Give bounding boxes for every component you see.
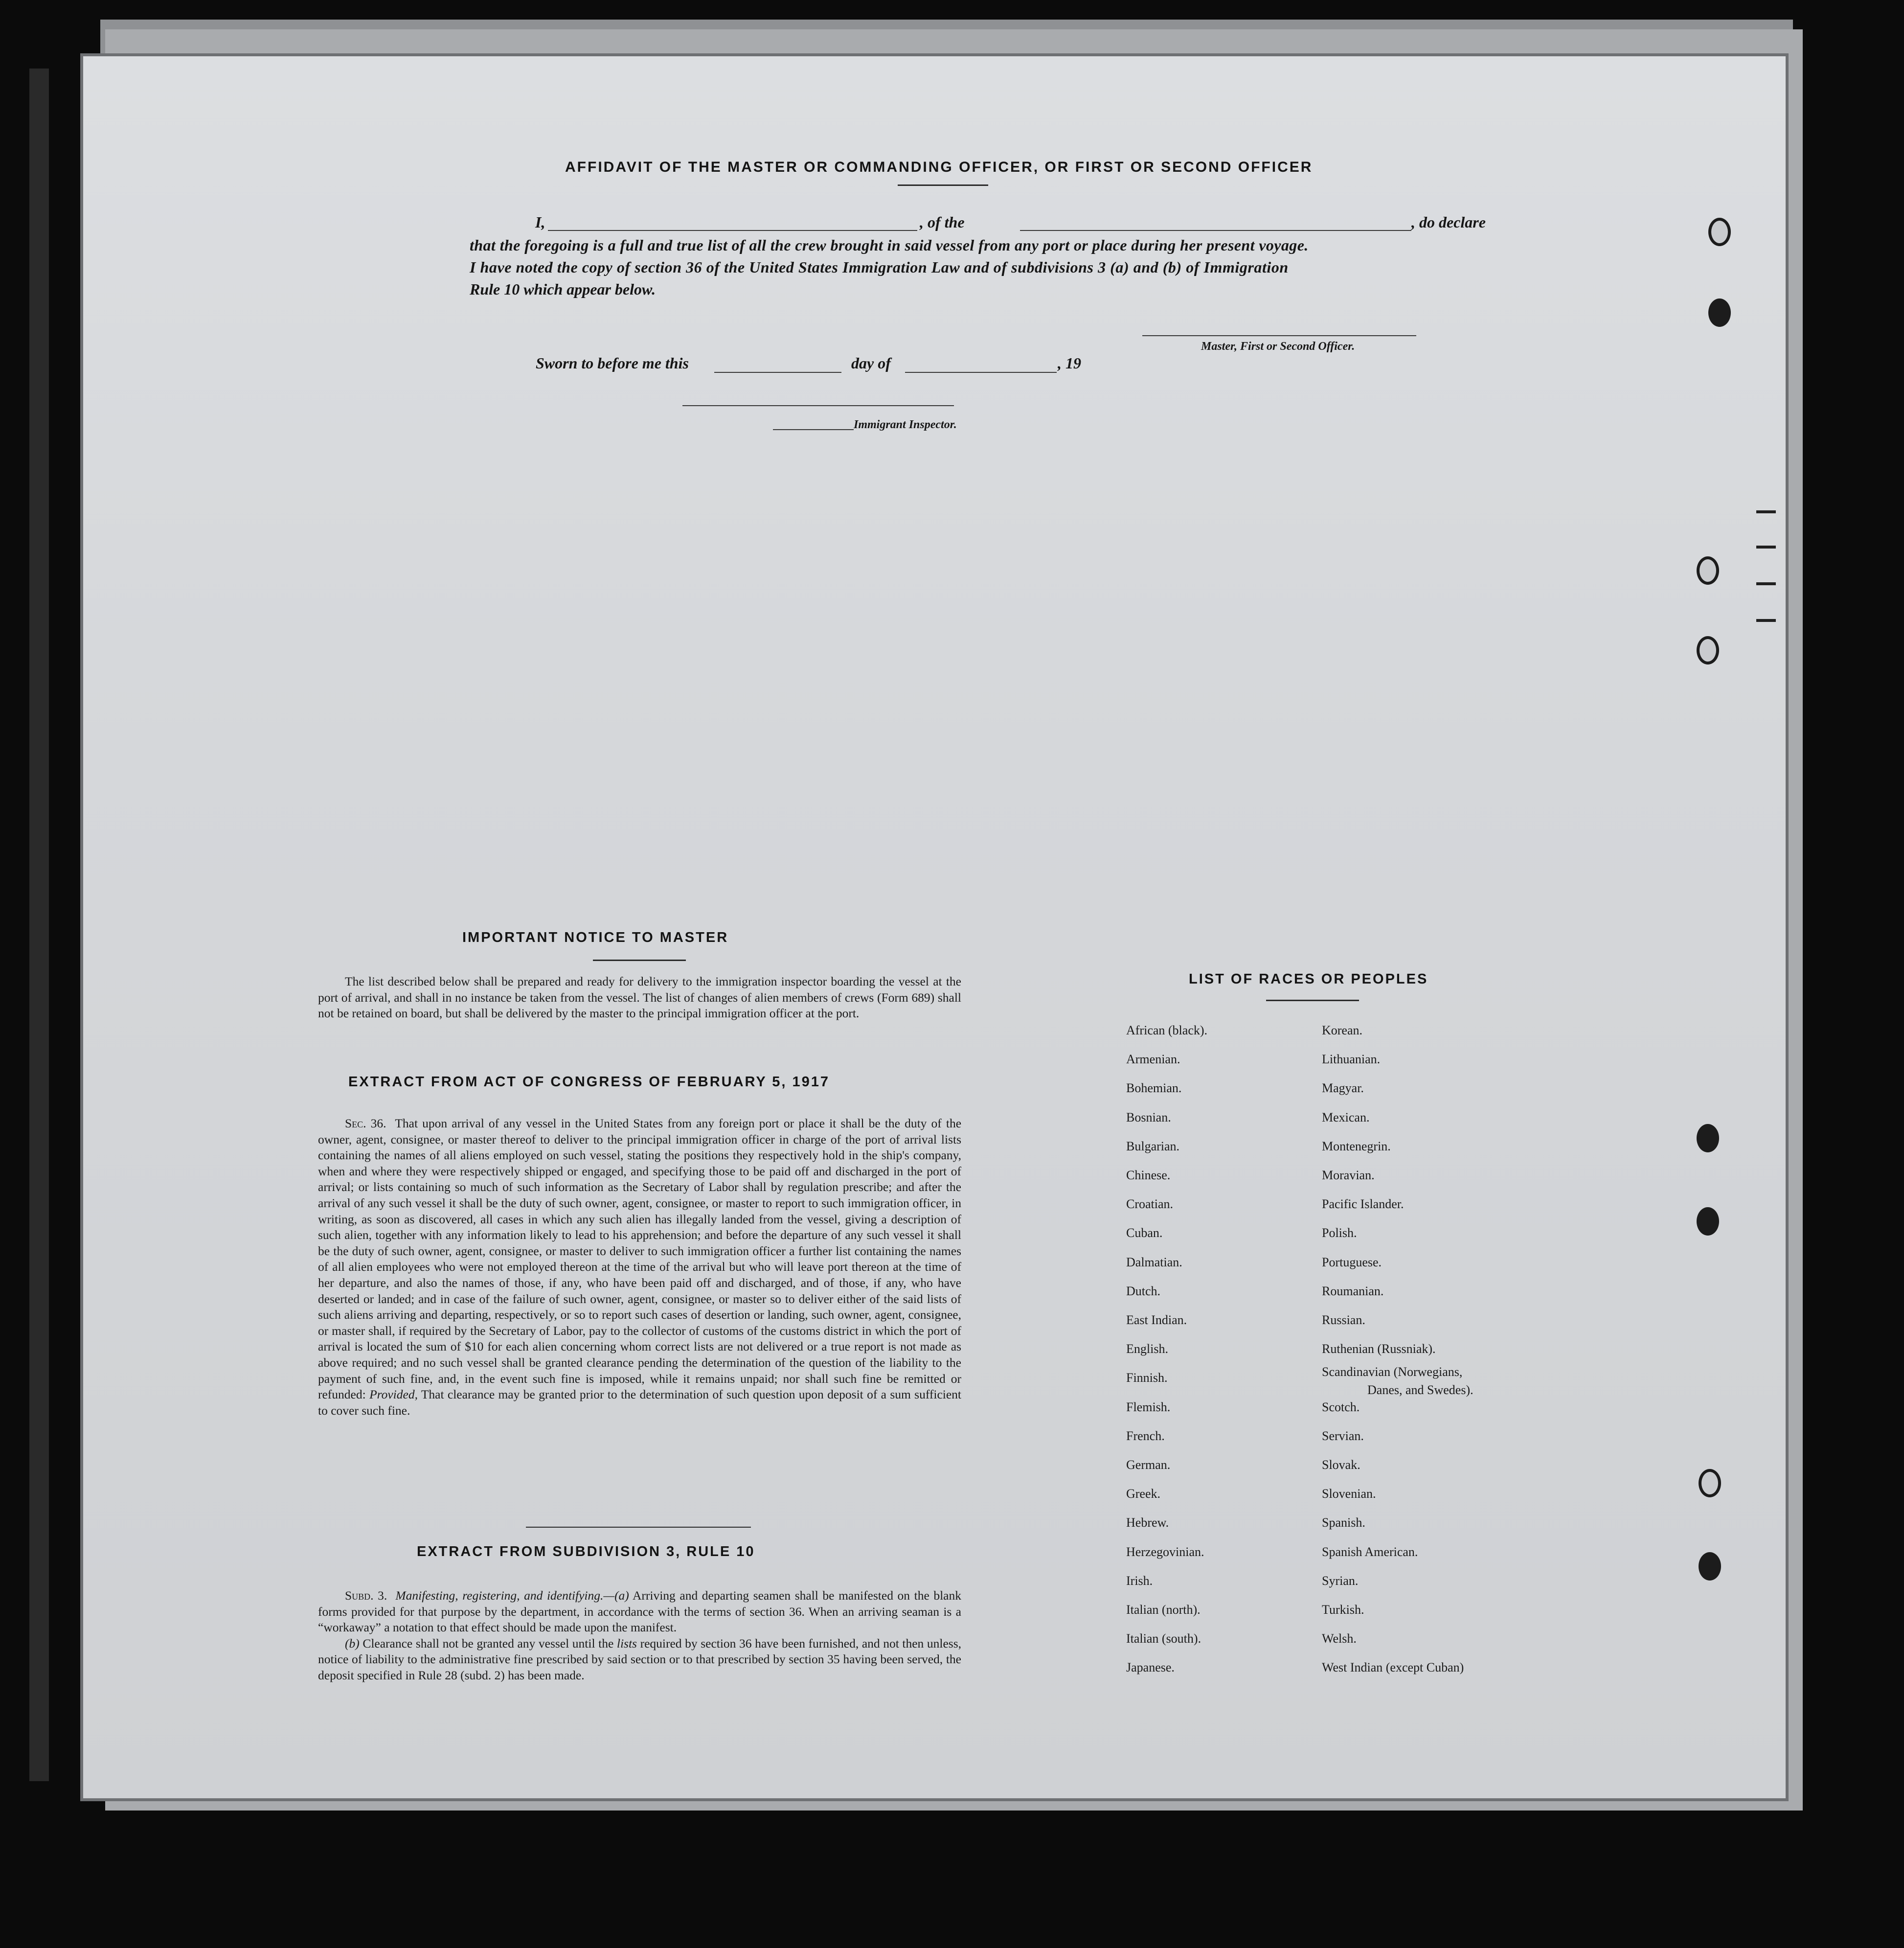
rule-b-text-2: required by section 36 have been furnished, and not then unless, notice of liability to the administrative fine prescribed by said section or to that prescribed by section 35 having been served, the deposit specified in Rule 28 (subd. 2) has been made. <box>318 1636 962 1682</box>
rule-text <box>318 1588 961 1684</box>
race-item: Pacific Islander. <box>1322 1197 1404 1212</box>
year-text: , 19 <box>1058 354 1081 372</box>
rule-b-lists: lists <box>616 1636 637 1650</box>
officer-label: Master, First or Second Officer. <box>1201 340 1355 353</box>
race-item: Scandinavian (Norwegians, <box>1322 1365 1463 1379</box>
notice-rule <box>593 960 686 961</box>
document-page <box>83 56 1786 1798</box>
race-item: Polish. <box>1322 1226 1357 1240</box>
act-body-end: That clearance may be granted prior to the determination of such question upon deposit of a sum sufficient to cover such fine. <box>318 1387 961 1418</box>
race-item: Ruthenian (Russniak). <box>1322 1342 1436 1356</box>
races-title: LIST OF RACES OR PEOPLES <box>1189 971 1428 987</box>
sworn-day-blank <box>714 372 841 373</box>
title-rule <box>898 184 988 186</box>
rule-b-text-1: Clearance shall not be granted any vessel until the <box>363 1636 614 1650</box>
race-item: Herzegovinian. <box>1126 1544 1204 1559</box>
race-item: Croatian. <box>1126 1197 1174 1212</box>
punch-hole <box>1697 556 1719 585</box>
scanner-background-streak <box>29 69 49 1781</box>
rule-a-text: Arriving and departing seamen shall be manifested on the blank forms provided for that purpose by the department, in accordance with the terms of section 36. When an arriving seaman is a “workaway” a notation to that effect should be made upon the manifest. <box>318 1588 961 1635</box>
notice-text: The list described below shall be prepared and ready for delivery to the immigration inspector boarding the vessel at the port of arrival, and shall in no instance be taken from the vessel. The list of changes of alien members of crews (Form 689) shall not be retained on board, but shall be delivered by the master to the principal immigration officer at the port. <box>318 974 961 1021</box>
act-text <box>318 1116 961 1419</box>
race-item: Lithuanian. <box>1322 1052 1381 1067</box>
race-item: Spanish. <box>1322 1515 1365 1530</box>
race-item: West Indian (except Cuban) <box>1322 1660 1464 1675</box>
sworn-month-blank <box>905 372 1057 373</box>
race-item: Dalmatian. <box>1126 1255 1182 1269</box>
rule-b-mark: (b) <box>345 1636 360 1650</box>
race-item: Irish. <box>1126 1573 1153 1588</box>
race-item: Spanish American. <box>1322 1544 1418 1559</box>
race-item: Syrian. <box>1322 1573 1359 1588</box>
race-item: Russian. <box>1322 1313 1365 1327</box>
act-body: That upon arrival of any vessel in the United States from any foreign port or place it shall be the duty of the owner, agent, consignee, or master thereof to deliver to the principal immigration officer in charge of the port of arrival lists containing the names of all aliens employed on such vessel, stating the positions they respectively hold in the ship's company, when and where they were respectively shipped or engaged, and specifying those to be paid off and discharged in the port of arrival; or lists containing so much of such information as the Secretary of Labor shall by regulation prescribe; and after the arrival of any such vessel it shall be the duty of such owner, agent, consignee, or master to report to such immigration officer, in writing, as soon as discovered, all cases in which any such alien has illegally landed from the vessel, giving a description of such alien, together with any information likely to lead to his apprehension; and before the departure of any such vessel it shall be the duty of such owner, agent, consignee, or master to deliver to such immigration officer a further list containing the names of all alien employees who were not employed thereon at the time of the arrival but who will leave port thereon at the time of her departure, and also the names of those, if any, who have been paid off and discharged, and of those, if any, who have deserted or landed; and in case of the failure of such owner, agent, consignee, or master so to deliver either of the said lists of such aliens arriving and departing, respectively, or so to report such cases of desertion or landing, such owner, agent, consignee, or master shall, if required by the Secretary of Labor, pay to the collector of customs of the customs district in which the port of arrival is located the sum of $10 for each alien concerning whom correct lists are not delivered or a true report is not made as above required; and no such vessel shall be granted clearance pending the determination of the question of the liability to the payment of such fine, and, in the event such fine is imposed, while it remains unpaid; nor shall such fine be remitted or refunded: <box>318 1116 962 1402</box>
day-of-text: day of <box>851 354 891 372</box>
affidavit-line2: that the foregoing is a full and true list of all the crew brought in said vessel from any port or place during her present voyage. <box>470 236 1309 254</box>
punch-hole <box>1697 1207 1719 1236</box>
rule-subd-italic: Manifesting, registering, and identifying. <box>395 1588 604 1603</box>
race-item: African (black). <box>1126 1023 1208 1037</box>
act-end-rule <box>526 1527 751 1528</box>
affidavit-line3: I have noted the copy of section 36 of the United States Immigration Law and of subdivisions 3 (a) and (b) of Immigration <box>470 258 1289 276</box>
act-title: EXTRACT FROM ACT OF CONGRESS OF FEBRUARY 5, 1917 <box>348 1074 830 1090</box>
punch-hole <box>1697 636 1719 665</box>
race-item: Italian (south). <box>1126 1631 1201 1646</box>
sheet-tab-mark <box>1756 546 1776 549</box>
punch-hole <box>1699 1552 1721 1581</box>
race-item: Bohemian. <box>1126 1081 1182 1096</box>
sheet-tab-mark <box>1756 582 1776 585</box>
race-item: Japanese. <box>1126 1660 1175 1675</box>
name-blank <box>548 230 917 231</box>
race-item: Italian (north). <box>1126 1603 1201 1617</box>
race-item: Danes, and Swedes). <box>1367 1383 1473 1398</box>
race-item: Scotch. <box>1322 1399 1360 1414</box>
officer-signature-line <box>1142 335 1416 336</box>
sheet-tab-mark <box>1756 619 1776 622</box>
race-item: Magyar. <box>1322 1081 1364 1096</box>
race-item: Slovenian. <box>1322 1487 1376 1501</box>
race-item: Bulgarian. <box>1126 1139 1180 1153</box>
race-item: Greek. <box>1126 1487 1161 1501</box>
race-item: German. <box>1126 1458 1171 1472</box>
race-item: Turkish. <box>1322 1603 1364 1617</box>
inspector-label: Immigrant Inspector. <box>854 418 957 431</box>
inspector-short-line <box>773 429 854 430</box>
punch-hole <box>1699 1469 1721 1497</box>
race-item: Roumanian. <box>1322 1283 1384 1298</box>
vessel-blank <box>1020 230 1411 231</box>
race-item: Chinese. <box>1126 1168 1171 1182</box>
affidavit-line4: Rule 10 which appear below. <box>470 280 656 298</box>
affidavit-title: AFFIDAVIT OF THE MASTER OR COMMANDING OFFICER, OR FIRST OR SECOND OFFICER <box>565 159 1313 175</box>
race-item: Slovak. <box>1322 1458 1360 1472</box>
race-item: Finnish. <box>1126 1371 1168 1385</box>
race-item: Armenian. <box>1126 1052 1180 1067</box>
race-item: Dutch. <box>1126 1283 1161 1298</box>
race-item: Korean. <box>1322 1023 1363 1037</box>
race-item: Welsh. <box>1322 1631 1357 1646</box>
affidavit-line1-of: , of the <box>920 213 965 231</box>
affidavit-line1-declare: , do declare <box>1411 213 1486 231</box>
race-item: Servian. <box>1322 1428 1364 1443</box>
sheet-tab-mark <box>1756 510 1776 513</box>
rule-a-mark: —(a) <box>603 1588 629 1603</box>
race-item: Portuguese. <box>1322 1255 1382 1269</box>
act-provided: Provided, <box>369 1387 418 1402</box>
punch-hole <box>1697 1124 1719 1152</box>
race-item: Mexican. <box>1322 1110 1370 1124</box>
notice-title: IMPORTANT NOTICE TO MASTER <box>462 930 729 945</box>
race-item: East Indian. <box>1126 1313 1187 1327</box>
rule-subd-label: Subd. 3. <box>345 1588 387 1603</box>
race-item: French. <box>1126 1428 1165 1443</box>
sworn-text: Sworn to before me this <box>536 354 689 372</box>
race-item: Montenegrin. <box>1322 1139 1391 1153</box>
punch-hole <box>1708 298 1731 327</box>
act-sec-label: Sec. 36. <box>345 1116 386 1130</box>
race-item: Flemish. <box>1126 1399 1171 1414</box>
race-item: Bosnian. <box>1126 1110 1171 1124</box>
rule-title: EXTRACT FROM SUBDIVISION 3, RULE 10 <box>417 1544 755 1559</box>
punch-hole <box>1708 218 1731 246</box>
race-item: Moravian. <box>1322 1168 1375 1182</box>
races-rule <box>1266 1000 1359 1001</box>
affidavit-line1-i: I, <box>535 213 545 231</box>
race-item: Cuban. <box>1126 1226 1163 1240</box>
race-item: English. <box>1126 1342 1168 1356</box>
race-item: Hebrew. <box>1126 1515 1169 1530</box>
inspector-signature-line <box>682 405 954 406</box>
